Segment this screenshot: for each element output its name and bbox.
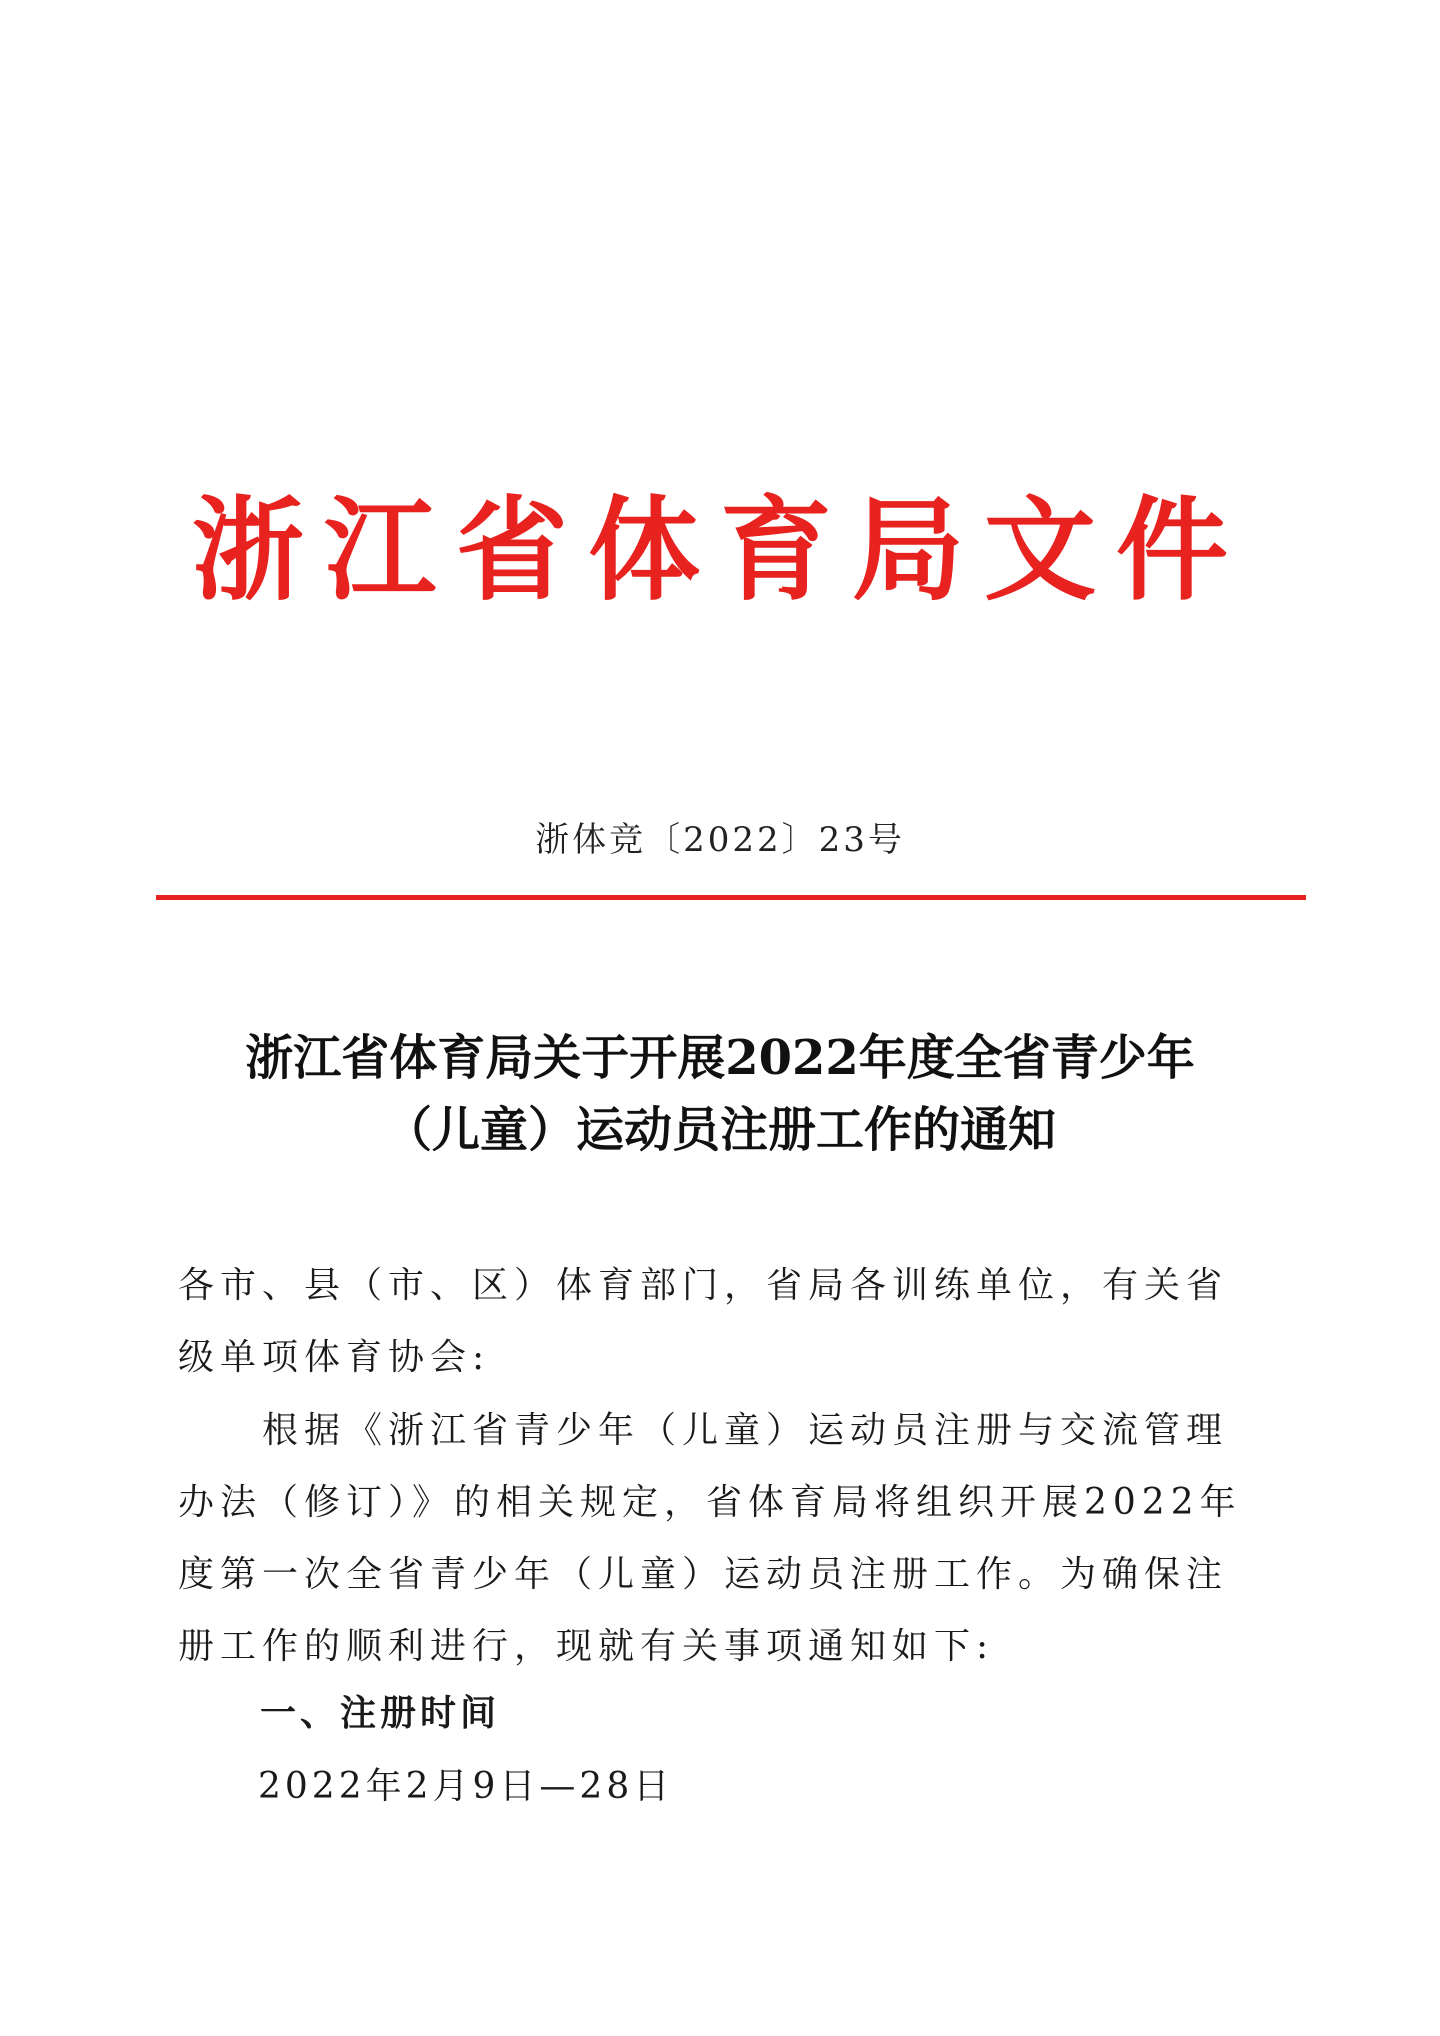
registration-date-range: 2022年2月9日—28日 [258, 1766, 674, 1807]
section-heading-registration-time: 一、注册时间 [260, 1693, 501, 1734]
notice-title-line-2: （儿童）运动员注册工作的通知 [383, 1102, 1056, 1158]
notice-title [0, 1022, 1440, 1166]
body-paragraph: 根据《浙江省青少年（儿童）运动员注册与交流管理办法（修订）》的相关规定，省体育局将组织开展2022年度第一次全省青少年（儿童）运动员注册工作。为确保注册工作的顺利进行，现就有关事项通知如下: [178, 1410, 1242, 1667]
addressee-text: 各市、县（市、区）体育部门，省局各训练单位，有关省级单项体育协会: [178, 1265, 1229, 1378]
notice-title-line-1: 浙江省体育局关于开展2022年度全省青少年 [245, 1030, 1195, 1086]
document-number: 浙体竞〔2022〕23号 [535, 820, 905, 860]
red-divider-line [156, 895, 1306, 900]
document-header-title: 浙江省体育局文件 [192, 486, 1248, 616]
